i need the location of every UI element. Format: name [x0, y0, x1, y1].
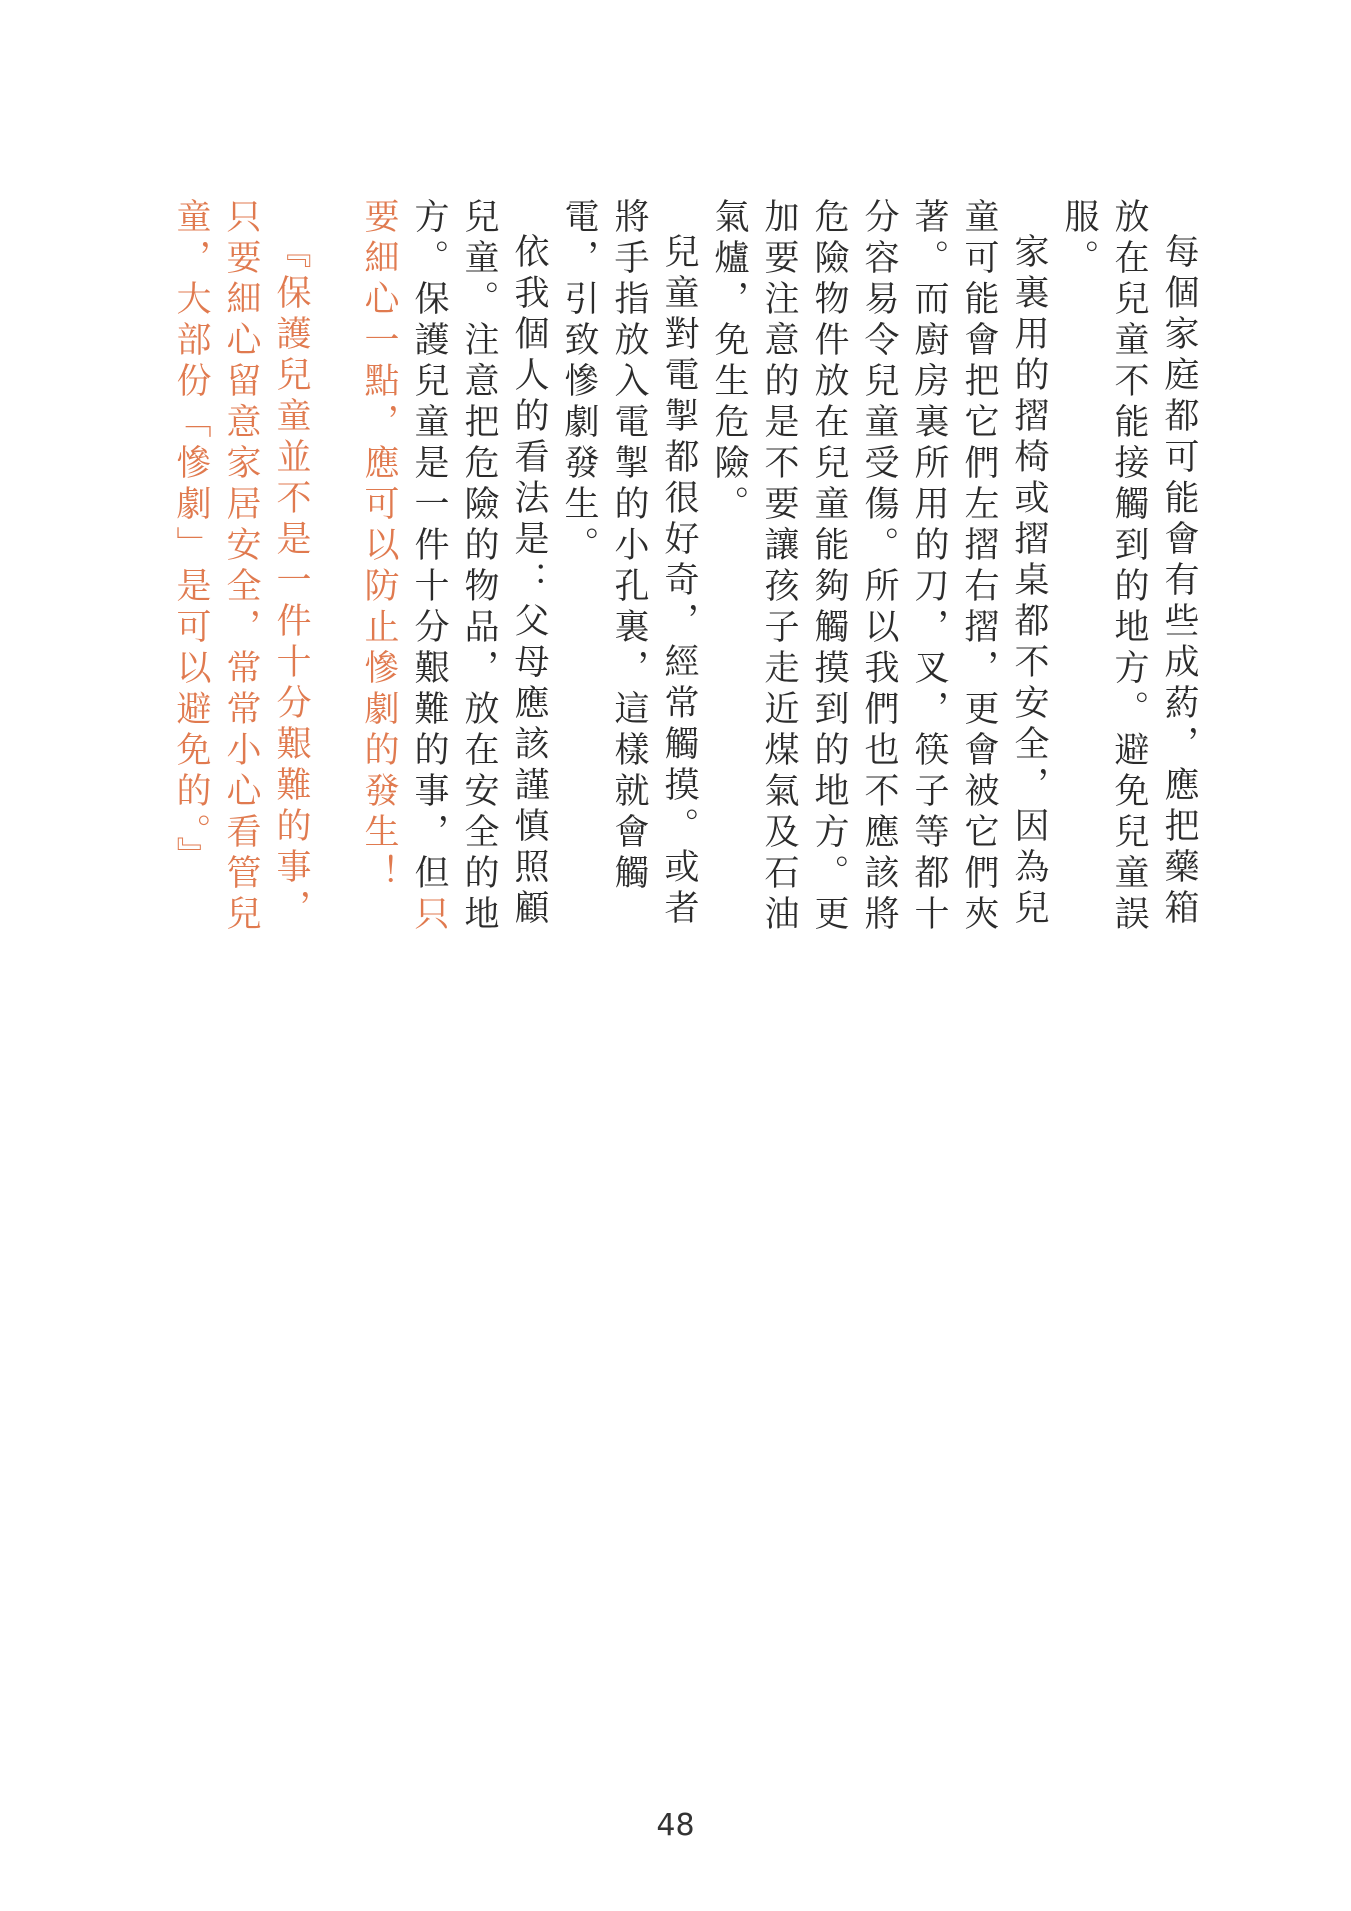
paragraph-electric-socket: 兒童對電掣都很好奇，經常觸摸。或者將手指放入電掣的小孔裏，這樣就會觸電，引致慘劇發生。: [559, 198, 699, 930]
paragraph-furniture-kitchen: 家裏用的摺椅或摺桌都不安全，因為兒童可能會把它們左摺右摺，更會被它們夾著。而廚房裏所用的刀，叉，筷子等都十分容易令兒童受傷。所以我們也不應該將危險物件放在兒童能夠觸摸到的地方。更加要注意的是不要讓孩子走近煤氣及石油氣爐，免生危險。: [709, 198, 1049, 936]
paragraph-medicine: 每個家庭都可能會有些成葯，應把藥箱放在兒童不能接觸到的地方。避免兒童誤服。: [1059, 198, 1199, 936]
pull-quote: 『保護兒童並不是一件十分艱難的事，只要細心留意家居安全，常常小心看管兒童，大部份「慘劇」是可以避免的。』: [171, 198, 311, 936]
essay-body: [166, 198, 1204, 938]
conclusion-highlight: 只要細心一點，應可以防止慘劇的發生！: [359, 198, 449, 936]
page-number: 48: [656, 1808, 695, 1843]
conclusion-text: 依我個人的看法是：父母應該謹慎照顧兒童。注意把危險的物品，放在安全的地方。保護兒童是一件十分艱難的事，但: [409, 198, 549, 936]
paragraph-conclusion: [354, 198, 554, 938]
